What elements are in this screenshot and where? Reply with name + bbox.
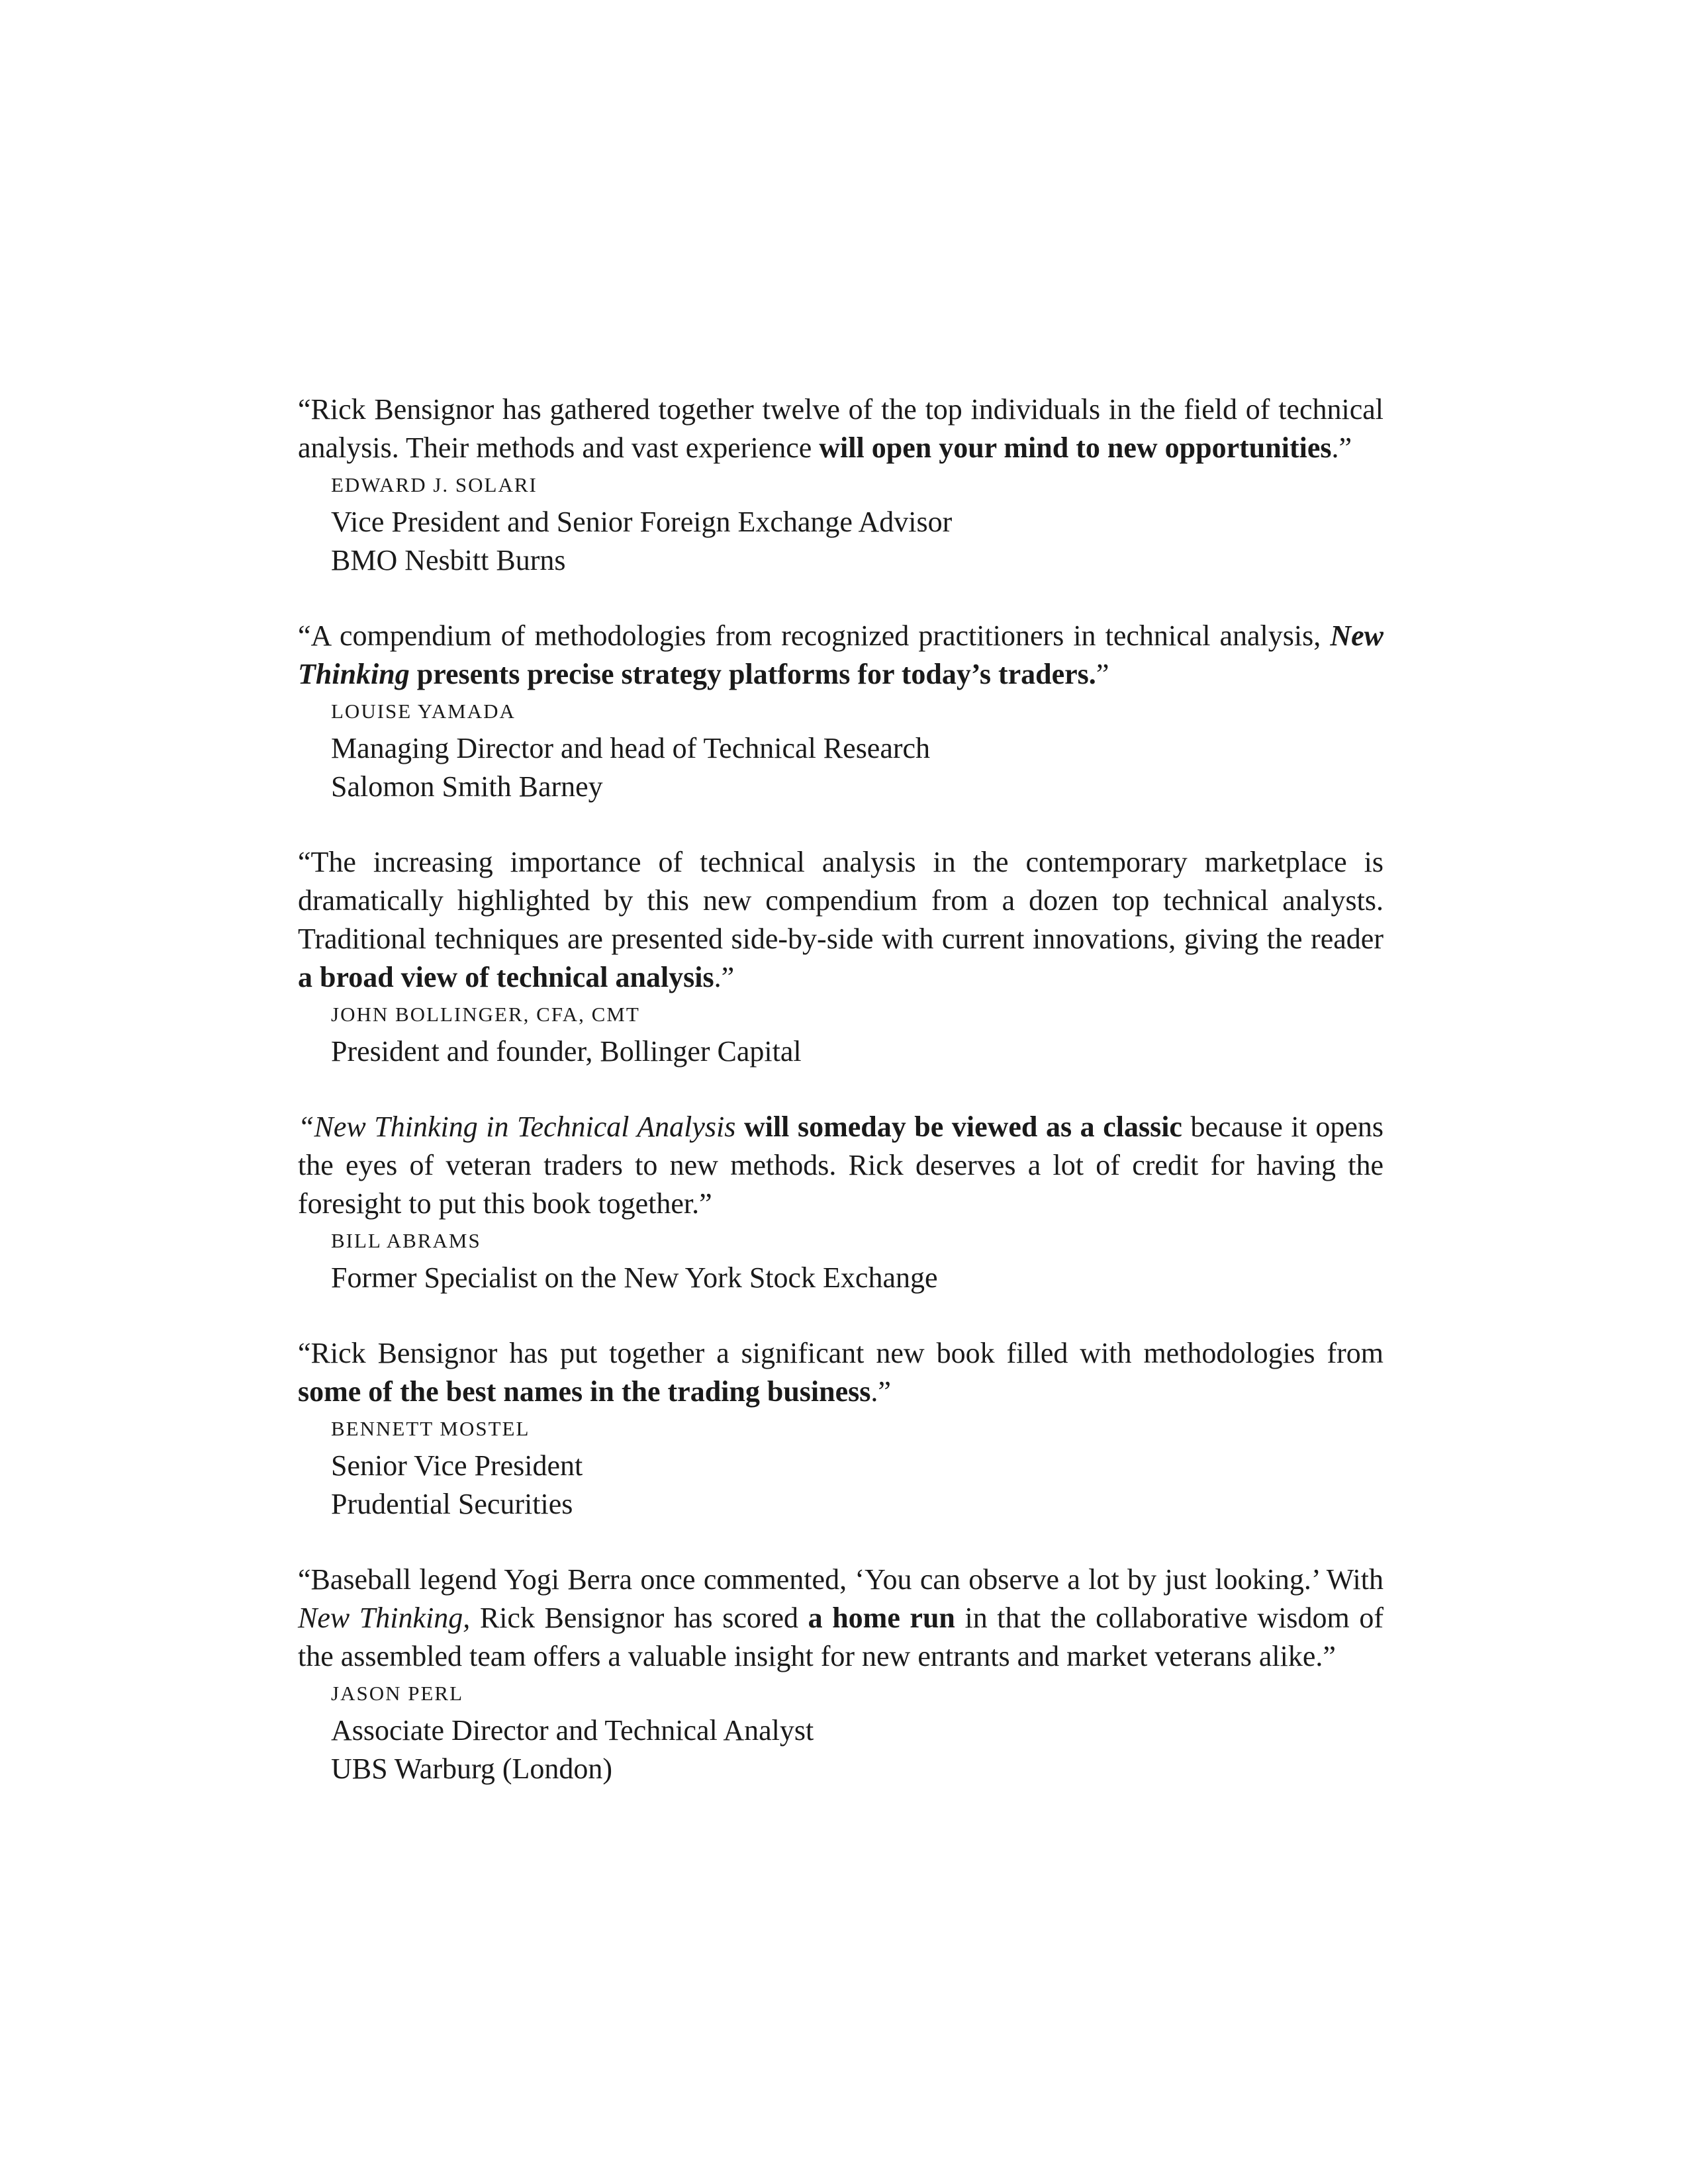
quote-text: because it opens the eyes of veteran traders to new methods. Rick deserves a lot of credit for having the foresight to put this book together.” xyxy=(298,1111,1383,1220)
endorser-title: Associate Director and Technical Analyst xyxy=(331,1714,814,1747)
quote-emphasis: a home run xyxy=(808,1602,955,1634)
endorser-company: Salomon Smith Barney xyxy=(331,770,603,803)
endorser-title: Senior Vice President xyxy=(331,1449,583,1482)
testimonial xyxy=(298,1334,1383,1524)
testimonial xyxy=(298,1561,1383,1788)
praise-page xyxy=(298,390,1383,1825)
endorser-title: Vice President and Senior Foreign Exchange Advisor xyxy=(331,506,953,538)
endorser-company: BMO Nesbitt Burns xyxy=(331,544,566,576)
endorser-name: BENNETT MOSTEL xyxy=(331,1417,530,1440)
book-title: New Thinking, xyxy=(298,1602,471,1634)
attribution xyxy=(331,467,1383,580)
quote-text: .” xyxy=(714,961,735,993)
quote-emphasis: presents precise strategy platforms for today’s traders. xyxy=(409,658,1096,690)
endorser-name: EDWARD J. SOLARI xyxy=(331,473,538,496)
testimonial xyxy=(298,390,1383,580)
attribution xyxy=(331,1223,1383,1297)
testimonial xyxy=(298,1108,1383,1297)
endorser-name: JASON PERL xyxy=(331,1682,464,1705)
endorser-title: Former Specialist on the New York Stock Exchange xyxy=(331,1261,938,1294)
endorser-name: JOHN BOLLINGER, CFA, CMT xyxy=(331,1003,640,1026)
attribution xyxy=(331,997,1383,1071)
quote-text: Rick Bensignor has scored xyxy=(470,1602,808,1634)
testimonial xyxy=(298,617,1383,806)
quote-emphasis: a broad view of technical analysis xyxy=(298,961,714,993)
endorser-company: Prudential Securities xyxy=(331,1488,573,1520)
quote-text: in that the collaborative wisdom of the assembled team offers a valuable insight for new entrants and market veterans alike.” xyxy=(298,1602,1383,1672)
endorser-name: BILL ABRAMS xyxy=(331,1229,481,1252)
endorser-name: LOUISE YAMADA xyxy=(331,700,516,723)
testimonial-quote xyxy=(298,1108,1383,1223)
testimonial-quote xyxy=(298,617,1383,694)
quote-emphasis: will someday be viewed as a classic xyxy=(743,1111,1182,1143)
endorser-title: Managing Director and head of Technical Research xyxy=(331,732,931,764)
testimonial-quote xyxy=(298,843,1383,997)
testimonial-quote xyxy=(298,1334,1383,1411)
quote-text: .” xyxy=(870,1375,891,1408)
endorser-company: UBS Warburg (London) xyxy=(331,1752,613,1785)
quote-text: .” xyxy=(1331,432,1352,464)
quote-emphasis: some of the best names in the trading business xyxy=(298,1375,871,1408)
quote-text: “The increasing importance of technical analysis in the contemporary marketplace is dramatically highlighted by this new compendium from a dozen top technical analysts. Traditional techniques are presented side-by-side with current innovations, giving the reader xyxy=(298,846,1383,955)
book-title: New Thinking xyxy=(298,619,1383,690)
quote-text: “Rick Bensignor has gathered together twelve of the top individuals in the field of technical analysis. Their methods and vast experience xyxy=(298,393,1383,464)
endorser-title: President and founder, Bollinger Capital xyxy=(331,1035,802,1068)
quote-emphasis: will open your mind to new opportunities xyxy=(819,432,1332,464)
testimonial xyxy=(298,843,1383,1071)
book-title: “New Thinking in Technical Analysis xyxy=(298,1111,736,1143)
quote-text: “Rick Bensignor has put together a significant new book filled with methodologies from xyxy=(298,1337,1383,1369)
attribution xyxy=(331,1676,1383,1788)
quote-text: “Baseball legend Yogi Berra once commented, ‘You can observe a lot by just looking.’ With xyxy=(298,1563,1383,1596)
attribution xyxy=(331,1411,1383,1524)
testimonial-quote xyxy=(298,390,1383,467)
quote-text: ” xyxy=(1096,658,1109,690)
attribution xyxy=(331,694,1383,806)
quote-text: “A compendium of methodologies from recognized practitioners in technical analysis, xyxy=(298,619,1331,652)
testimonial-quote xyxy=(298,1561,1383,1676)
quote-text xyxy=(735,1111,744,1143)
